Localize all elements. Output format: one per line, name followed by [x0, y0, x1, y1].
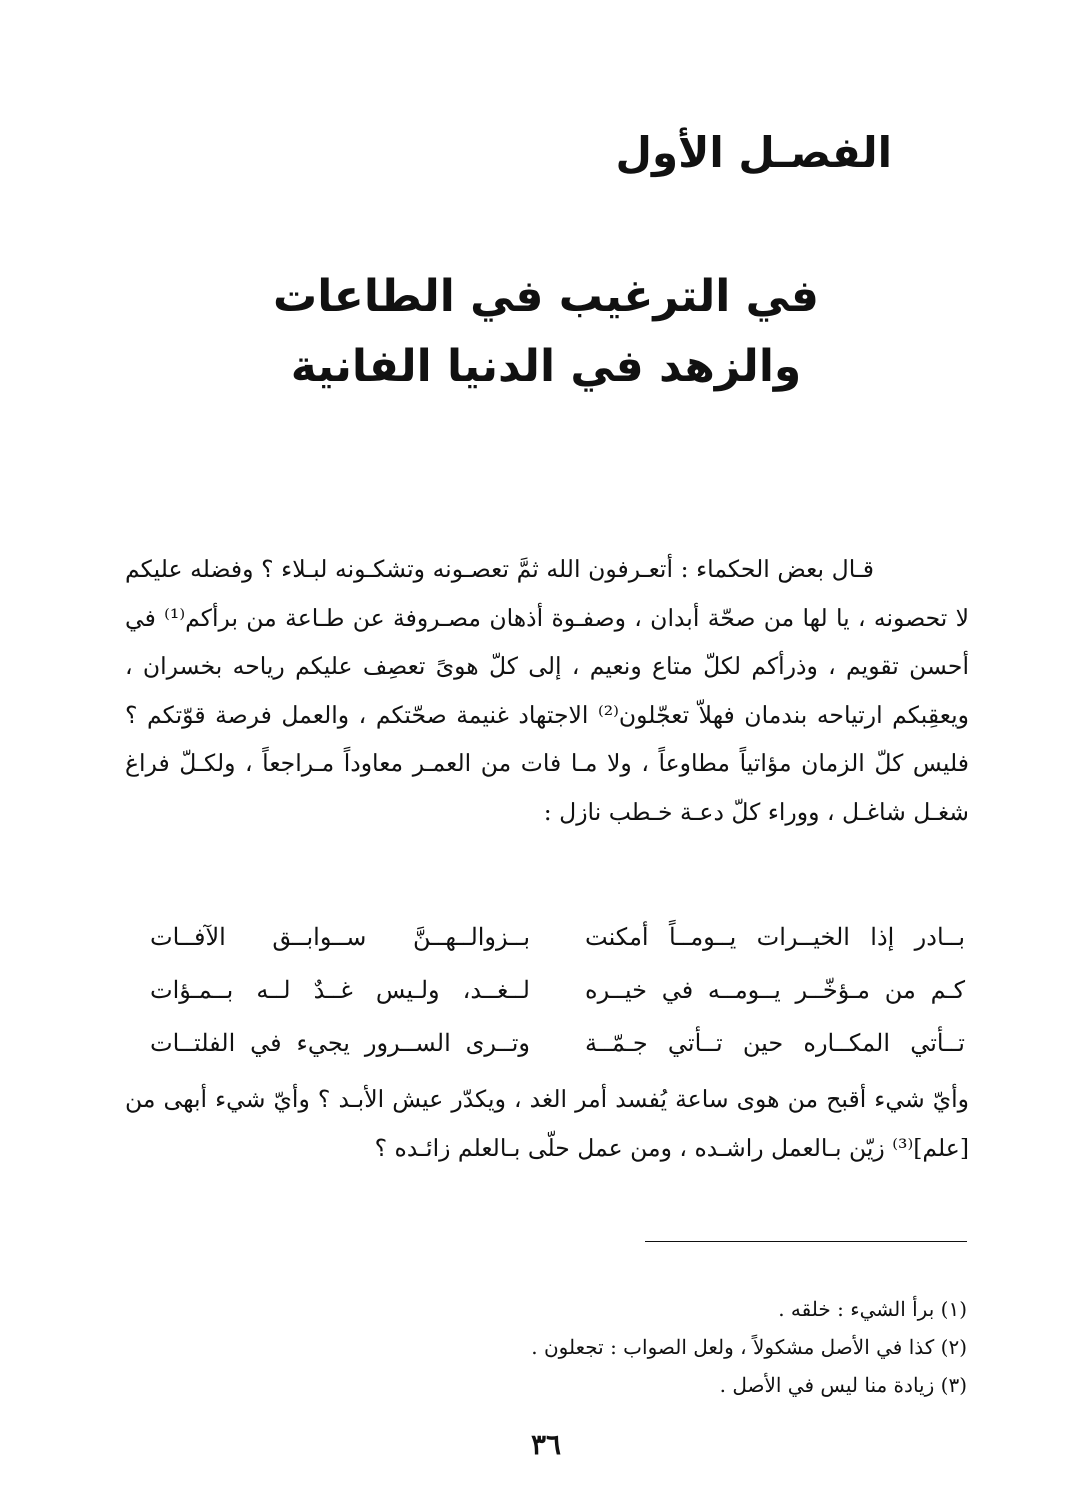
chapter-title-line-2: والزهد في الدنيا الفانية	[290, 341, 802, 392]
poem-first-hemistich: كـم من مـؤخّــر يــومــه في خيــره	[585, 975, 965, 1004]
poem-second-hemistich: بــزوالــهــنَّ ســوابــق الآفــات	[150, 922, 530, 951]
chapter-label: الفصـل الأول	[615, 128, 892, 177]
footnote-item: (١) برأ الشيء : خلقه .	[778, 1297, 967, 1321]
poem-verse	[150, 910, 965, 963]
poem-verse	[150, 963, 965, 1016]
body-paragraph-2	[125, 1075, 969, 1172]
chapter-title-line-1: في الترغيب في الطاعات	[273, 271, 819, 322]
poem-second-hemistich: وتــرى الســرور يجيء في الفلتــات	[150, 1028, 530, 1057]
chapter-title	[0, 262, 1092, 402]
body-paragraph-1-text: قـال بعض الحكماء : أتعـرفون الله ثمَّ تعصـونه وتشكـونه لبـلاء ؟ وفضله عليكم لا تحصونه ، يا لها من صحّة أبدان ، وصفـوة أذهان مصـروفة عن طـاعة من برأكم⁽¹⁾ في أحسن تقويم ، وذرأكم لكلّ متاع ونعيم ، إلى كلّ هوىً تعصِف عليكم رياحه بخسران ، ويعقِبكم ارتياحه بندمان فهلاّ تعجّلون⁽²⁾ الاجتهاد غنيمة صحّتكم ، والعمل فرصة قوّتكم ؟ فليس كلّ الزمان مؤاتياً مطاوعاً ، ولا مـا فات من العمـر معاوداً مـراجعاً ، ولكـلّ فراغ شغـل شاغـل ، ووراء كلّ دعـة خـطب نازل :	[125, 555, 970, 826]
poem-first-hemistich: تــأتي المكــاره حين تــأتي جـمّــة	[585, 1028, 965, 1057]
body-paragraph-2-text: وأيّ شيء أقبح من هوى ساعة يُفسد أمر الغد ، ويكدّر عيش الأبـد ؟ وأيّ شيء أبهى من [علم]⁽³⁾ زيّن بـالعمل راشـده ، ومن عمل حلّى بـالعلم زائـده ؟	[125, 1085, 969, 1162]
footnote-item: (٣) زيادة منا ليس في الأصل .	[719, 1373, 967, 1397]
footnote-item: (٢) كذا في الأصل مشكولاً ، ولعل الصواب : تجعلون .	[531, 1335, 967, 1359]
footnote-divider	[645, 1241, 967, 1242]
poem-second-hemistich: لــغــد، ولـيس غــدٌ لــه بــمـؤات	[150, 975, 530, 1004]
poem-first-hemistich: بــادر إذا الخيــرات يــومــاً أمكنت	[585, 922, 965, 951]
poem-verse	[150, 1016, 965, 1069]
page-number: ٣٦	[530, 1428, 562, 1461]
body-paragraph-1	[125, 545, 969, 836]
footnotes	[347, 1290, 967, 1404]
poem	[150, 910, 965, 1069]
